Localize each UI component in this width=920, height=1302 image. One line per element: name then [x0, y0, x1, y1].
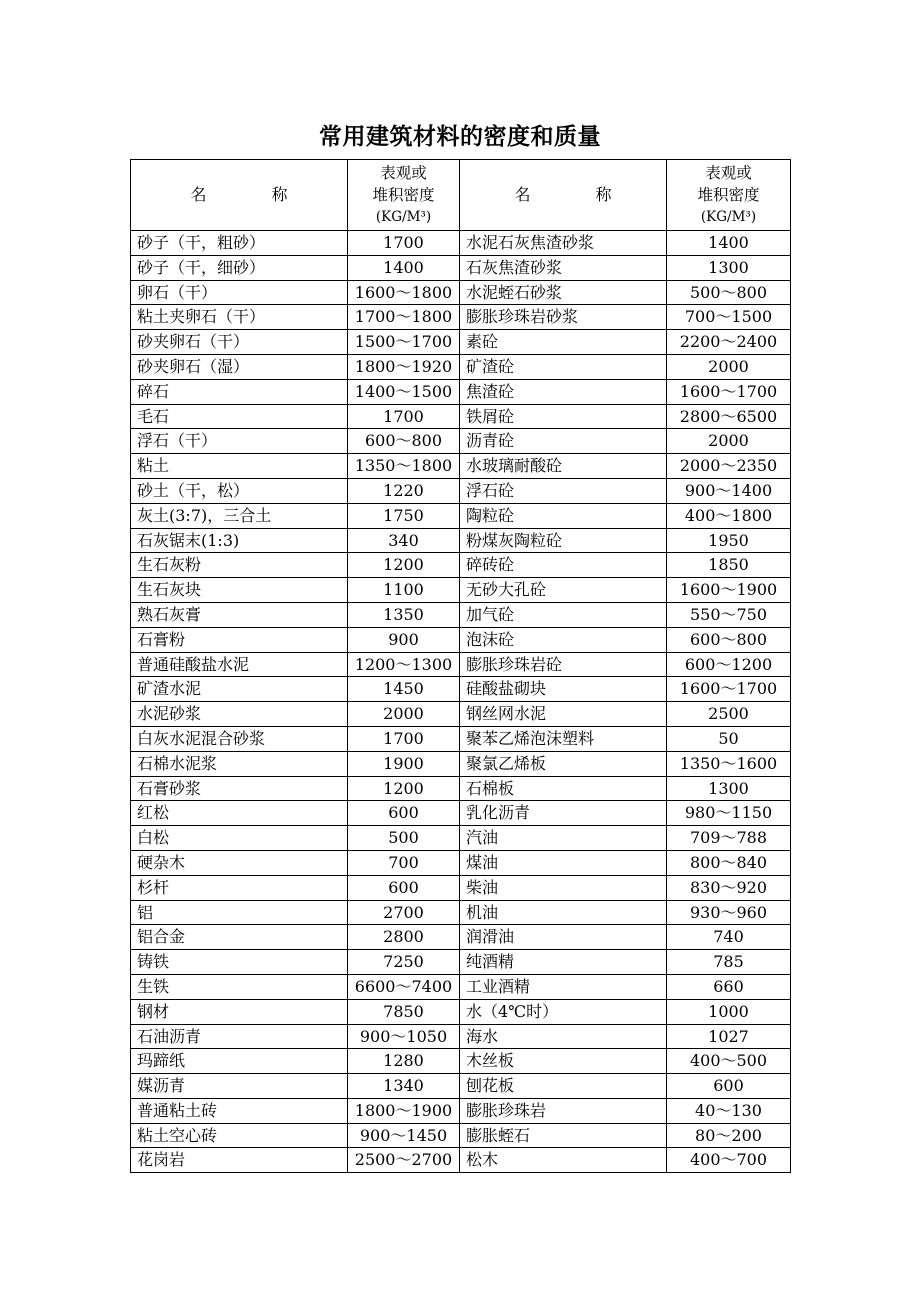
density-value-left: 7250 [348, 950, 460, 975]
material-name-right: 刨花板 [460, 1074, 667, 1099]
density-value-left: 1350 [348, 602, 460, 627]
density-value-right: 1950 [667, 528, 791, 553]
material-name-right: 膨胀珍珠岩砼 [460, 652, 667, 677]
density-value-left: 1220 [348, 478, 460, 503]
density-value-right: 1850 [667, 553, 791, 578]
material-name-right: 木丝板 [460, 1049, 667, 1074]
table-row [131, 528, 791, 553]
density-value-right: 660 [667, 974, 791, 999]
density-value-left: 900～1050 [348, 1024, 460, 1049]
material-name-left: 石膏砂浆 [131, 776, 348, 801]
density-value-left: 1100 [348, 578, 460, 603]
table-row [131, 875, 791, 900]
table-row [131, 999, 791, 1024]
table-row [131, 627, 791, 652]
density-value-left: 6600～7400 [348, 974, 460, 999]
table-row [131, 330, 791, 355]
material-name-left: 硬杂木 [131, 850, 348, 875]
material-name-right: 纯酒精 [460, 950, 667, 975]
header-density-right [667, 160, 791, 231]
density-value-right: 600～800 [667, 627, 791, 652]
table-row [131, 379, 791, 404]
material-name-left: 白松 [131, 826, 348, 851]
table-row [131, 677, 791, 702]
density-value-left: 1200 [348, 553, 460, 578]
material-name-left: 玛蹄纸 [131, 1049, 348, 1074]
table-row [131, 553, 791, 578]
material-name-right: 钢丝网水泥 [460, 702, 667, 727]
table-row [131, 1074, 791, 1099]
material-name-right: 浮石砼 [460, 478, 667, 503]
material-name-right: 石灰焦渣砂浆 [460, 255, 667, 280]
density-value-right: 2000～2350 [667, 454, 791, 479]
material-name-right: 润滑油 [460, 925, 667, 950]
material-name-right: 柴油 [460, 875, 667, 900]
material-name-right: 聚苯乙烯泡沫塑料 [460, 726, 667, 751]
table-row [131, 305, 791, 330]
table-row [131, 354, 791, 379]
table-row [131, 974, 791, 999]
density-value-right: 600 [667, 1074, 791, 1099]
density-value-right: 1600～1700 [667, 677, 791, 702]
material-name-right: 松木 [460, 1148, 667, 1173]
density-value-left: 1700 [348, 726, 460, 751]
density-value-left: 600 [348, 875, 460, 900]
density-value-left: 1340 [348, 1074, 460, 1099]
table-row [131, 950, 791, 975]
material-name-left: 砂夹卵石（干） [131, 330, 348, 355]
density-value-left: 1700 [348, 404, 460, 429]
density-value-right: 1350～1600 [667, 751, 791, 776]
material-name-right: 聚氯乙烯板 [460, 751, 667, 776]
density-value-left: 600～800 [348, 429, 460, 454]
density-value-left: 2800 [348, 925, 460, 950]
density-value-right: 50 [667, 726, 791, 751]
material-name-right: 水泥蛭石砂浆 [460, 280, 667, 305]
header-density-left [348, 160, 460, 231]
density-value-left: 1350～1800 [348, 454, 460, 479]
density-value-left: 1700 [348, 231, 460, 256]
material-name-right: 陶粒砼 [460, 503, 667, 528]
header-density-line2: 堆积密度 [697, 186, 760, 204]
material-name-right: 加气砼 [460, 602, 667, 627]
material-name-left: 铝 [131, 900, 348, 925]
material-name-right: 焦渣砼 [460, 379, 667, 404]
material-name-right: 素砼 [460, 330, 667, 355]
table-row [131, 726, 791, 751]
material-name-right: 机油 [460, 900, 667, 925]
density-value-left: 2500～2700 [348, 1148, 460, 1173]
density-value-left: 1900 [348, 751, 460, 776]
material-name-right: 粉煤灰陶粒砼 [460, 528, 667, 553]
density-value-left: 1200～1300 [348, 652, 460, 677]
table-row [131, 850, 791, 875]
material-name-left: 生石灰块 [131, 578, 348, 603]
density-value-right: 830～920 [667, 875, 791, 900]
table-row [131, 454, 791, 479]
density-value-right: 500～800 [667, 280, 791, 305]
material-name-left: 石灰锯末(1:3) [131, 528, 348, 553]
table-row [131, 280, 791, 305]
density-value-right: 1600～1900 [667, 578, 791, 603]
header-density-unit: (KG/M³) [375, 209, 432, 225]
material-name-left: 毛石 [131, 404, 348, 429]
table-row [131, 404, 791, 429]
material-name-right: 铁屑砼 [460, 404, 667, 429]
material-name-left: 砂子（干，粗砂） [131, 231, 348, 256]
density-value-left: 600 [348, 801, 460, 826]
material-name-left: 媒沥青 [131, 1074, 348, 1099]
density-value-left: 7850 [348, 999, 460, 1024]
material-name-right: 汽油 [460, 826, 667, 851]
material-name-right: 水（4℃时） [460, 999, 667, 1024]
header-density-line1: 表观或 [705, 164, 752, 182]
table-row [131, 1098, 791, 1123]
density-value-right: 400～500 [667, 1049, 791, 1074]
material-name-right: 石棉板 [460, 776, 667, 801]
material-name-left: 普通粘土砖 [131, 1098, 348, 1123]
density-value-left: 900 [348, 627, 460, 652]
table-row [131, 1123, 791, 1148]
density-value-left: 340 [348, 528, 460, 553]
material-name-left: 矿渣水泥 [131, 677, 348, 702]
table-row [131, 1049, 791, 1074]
table-row [131, 702, 791, 727]
table-row [131, 1024, 791, 1049]
material-name-left: 普通硅酸盐水泥 [131, 652, 348, 677]
table-row [131, 429, 791, 454]
density-value-right: 40～130 [667, 1098, 791, 1123]
density-value-left: 1400～1500 [348, 379, 460, 404]
material-name-left: 浮石（干） [131, 429, 348, 454]
material-name-right: 矿渣砼 [460, 354, 667, 379]
density-value-right: 930～960 [667, 900, 791, 925]
header-density-line2: 堆积密度 [372, 186, 435, 204]
density-value-right: 785 [667, 950, 791, 975]
material-name-left: 砂子（干，细砂） [131, 255, 348, 280]
table-row [131, 578, 791, 603]
material-name-left: 粘土空心砖 [131, 1123, 348, 1148]
material-name-left: 砂土（干，松） [131, 478, 348, 503]
density-value-left: 1700～1800 [348, 305, 460, 330]
table-row [131, 925, 791, 950]
material-name-left: 生石灰粉 [131, 553, 348, 578]
material-name-right: 膨胀蛭石 [460, 1123, 667, 1148]
density-value-right: 2000 [667, 354, 791, 379]
density-value-left: 500 [348, 826, 460, 851]
material-name-right: 沥青砼 [460, 429, 667, 454]
table-row [131, 602, 791, 627]
density-value-right: 1300 [667, 776, 791, 801]
density-value-left: 1750 [348, 503, 460, 528]
material-name-right: 工业酒精 [460, 974, 667, 999]
header-density-unit: (KG/M³) [700, 209, 757, 225]
material-name-left: 红松 [131, 801, 348, 826]
density-value-left: 1600～1800 [348, 280, 460, 305]
material-name-left: 石膏粉 [131, 627, 348, 652]
material-name-right: 硅酸盐砌块 [460, 677, 667, 702]
density-value-right: 400～700 [667, 1148, 791, 1173]
material-name-left: 白灰水泥混合砂浆 [131, 726, 348, 751]
density-value-right: 80～200 [667, 1123, 791, 1148]
density-value-right: 900～1400 [667, 478, 791, 503]
density-value-right: 2800～6500 [667, 404, 791, 429]
density-value-right: 700～1500 [667, 305, 791, 330]
material-name-left: 卵石（干） [131, 280, 348, 305]
material-name-left: 水泥砂浆 [131, 702, 348, 727]
material-name-left: 灰土(3:7)，三合土 [131, 503, 348, 528]
table-row [131, 900, 791, 925]
table-body [131, 231, 791, 1173]
density-value-left: 700 [348, 850, 460, 875]
material-name-left: 砂夹卵石（湿） [131, 354, 348, 379]
table-row [131, 255, 791, 280]
density-value-right: 400～1800 [667, 503, 791, 528]
material-name-left: 熟石灰膏 [131, 602, 348, 627]
density-value-right: 980～1150 [667, 801, 791, 826]
material-name-left: 粘土夹卵石（干） [131, 305, 348, 330]
table-row [131, 801, 791, 826]
document-title: 常用建筑材料的密度和质量 [319, 124, 601, 150]
density-value-right: 740 [667, 925, 791, 950]
density-value-right: 709～788 [667, 826, 791, 851]
material-name-right: 水泥石灰焦渣砂浆 [460, 231, 667, 256]
density-value-left: 1800～1920 [348, 354, 460, 379]
density-value-right: 1027 [667, 1024, 791, 1049]
material-name-right: 海水 [460, 1024, 667, 1049]
table-row [131, 1148, 791, 1173]
table-row [131, 652, 791, 677]
density-value-left: 1450 [348, 677, 460, 702]
material-name-right: 水玻璃耐酸砼 [460, 454, 667, 479]
header-name-right: 名 称 [460, 160, 667, 231]
material-name-left: 铝合金 [131, 925, 348, 950]
density-value-right: 2000 [667, 429, 791, 454]
table-row [131, 478, 791, 503]
density-value-right: 1600～1700 [667, 379, 791, 404]
density-value-right: 600～1200 [667, 652, 791, 677]
table-row [131, 503, 791, 528]
density-value-right: 1400 [667, 231, 791, 256]
material-name-left: 花岗岩 [131, 1148, 348, 1173]
density-value-right: 550～750 [667, 602, 791, 627]
density-value-left: 2000 [348, 702, 460, 727]
table-header-row [131, 160, 791, 231]
material-name-right: 无砂大孔砼 [460, 578, 667, 603]
material-name-right: 乳化沥青 [460, 801, 667, 826]
density-value-left: 1280 [348, 1049, 460, 1074]
material-name-right: 膨胀珍珠岩 [460, 1098, 667, 1123]
density-value-left: 1200 [348, 776, 460, 801]
density-value-right: 1000 [667, 999, 791, 1024]
material-name-left: 石棉水泥浆 [131, 751, 348, 776]
material-name-left: 铸铁 [131, 950, 348, 975]
material-name-left: 杉杆 [131, 875, 348, 900]
material-name-left: 粘土 [131, 454, 348, 479]
material-name-left: 生铁 [131, 974, 348, 999]
material-name-right: 泡沫砼 [460, 627, 667, 652]
density-value-right: 2200～2400 [667, 330, 791, 355]
header-density-line1: 表观或 [380, 164, 427, 182]
material-name-right: 碎砖砼 [460, 553, 667, 578]
density-table [130, 159, 791, 1173]
material-name-left: 钢材 [131, 999, 348, 1024]
density-value-right: 800～840 [667, 850, 791, 875]
density-value-right: 2500 [667, 702, 791, 727]
density-value-left: 1500～1700 [348, 330, 460, 355]
material-name-left: 碎石 [131, 379, 348, 404]
table-row [131, 231, 791, 256]
density-value-left: 900～1450 [348, 1123, 460, 1148]
table-row [131, 826, 791, 851]
table-row [131, 776, 791, 801]
table-row [131, 751, 791, 776]
density-value-left: 1400 [348, 255, 460, 280]
density-value-left: 1800～1900 [348, 1098, 460, 1123]
header-name-left: 名 称 [131, 160, 348, 231]
material-name-left: 石油沥青 [131, 1024, 348, 1049]
material-name-right: 膨胀珍珠岩砂浆 [460, 305, 667, 330]
material-name-right: 煤油 [460, 850, 667, 875]
density-value-left: 2700 [348, 900, 460, 925]
density-value-right: 1300 [667, 255, 791, 280]
